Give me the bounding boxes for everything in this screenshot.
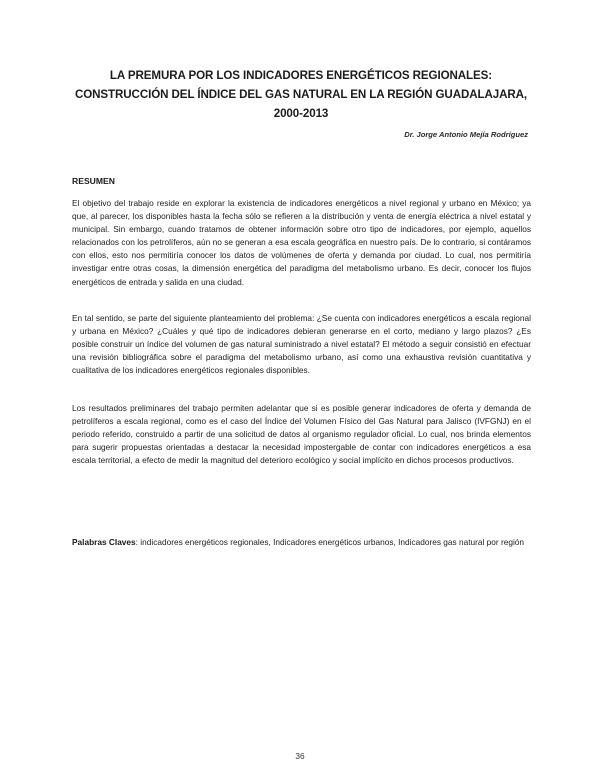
- abstract-paragraph-2: En tal sentido, se parte del siguiente planteamiento del problema: ¿Se cuenta con indicadores energéticos a escala regional y urbana en México? ¿Cuáles y qué tipo de indicadores debieran generarse en el corto, mediano y largo plazos? ¿Es posible construir un índice del volumen de gas natural suministrado a nivel estatal? El método a seguir consistió en efectuar una revisión bibliográfica sobre el paradigma del metabolismo urbano, así como una exhaustiva revisión cuantitativa y cualitativa de los indicadores energéticos regionales disponibles.: [72, 313, 531, 376]
- title-line-3: 2000-2013: [273, 107, 329, 120]
- title-line-1: LA PREMURA POR LOS INDICADORES ENERGÉTICOS REGIONALES:: [109, 69, 493, 82]
- keywords-text: indicadores energéticos regionales, Indicadores energéticos urbanos, Indicadores gas natural por región: [140, 537, 525, 547]
- section-heading-resumen: RESUMEN: [72, 176, 115, 186]
- title-line-2: CONSTRUCCIÓN DEL ÍNDICE DEL GAS NATURAL EN LA REGIÓN GUADALAJARA,: [74, 88, 528, 101]
- keywords-block: [72, 536, 531, 549]
- keywords-separator: :: [135, 537, 141, 547]
- author-name: Dr. Jorge Antonio Mejía Rodríguez: [404, 130, 528, 139]
- abstract-paragraph-3: Los resultados preliminares del trabajo permiten adelantar que si es posible generar indicadores de oferta y demanda de petrolíferos a escala regional, como es el caso del Índice del Volumen Físico del Gas Natural para Jalisco (IVFGNJ) en el periodo referido, construido a partir de una solicitud de datos al organismo regulador oficial. Lo cual, nos brinda elementos para sugerir propuestas orientadas a destacar la necesidad impostergable de contar con indicadores energéticos a esa escala territorial, a efecto de medir la magnitud del deterioro ecológico y social implícito en dichos procesos productivos.: [72, 403, 531, 466]
- keywords-label: Palabras Claves: [72, 537, 136, 547]
- abstract-paragraph-1: El objetivo del trabajo reside en explorar la existencia de indicadores energéticos a nivel regional y urbano en México; ya que, al parecer, los disponibles hasta la fecha sólo se refieren a la distribución y venta de energía eléctrica a nivel estatal y municipal. Sin embargo, cuando tratamos de obtener información sobre otro tipo de indicadores, por ejemplo, aquellos relacionados con los petrolíferos, aún no se generan a esa escala geográfica en nuestro país. De lo contrario, si contáramos con ellos, esto nos permitiría conocer los datos de volúmenes de oferta y demanda por ciudad. Lo cual, nos permitiría investigar entre otras cosas, la dimensión energética del paradigma del metabolismo urbano. Es decir, conocer los flujos energéticos de entrada y salida en una ciudad.: [72, 198, 531, 287]
- paper-title: [60, 66, 542, 123]
- page-number: 36: [295, 751, 305, 761]
